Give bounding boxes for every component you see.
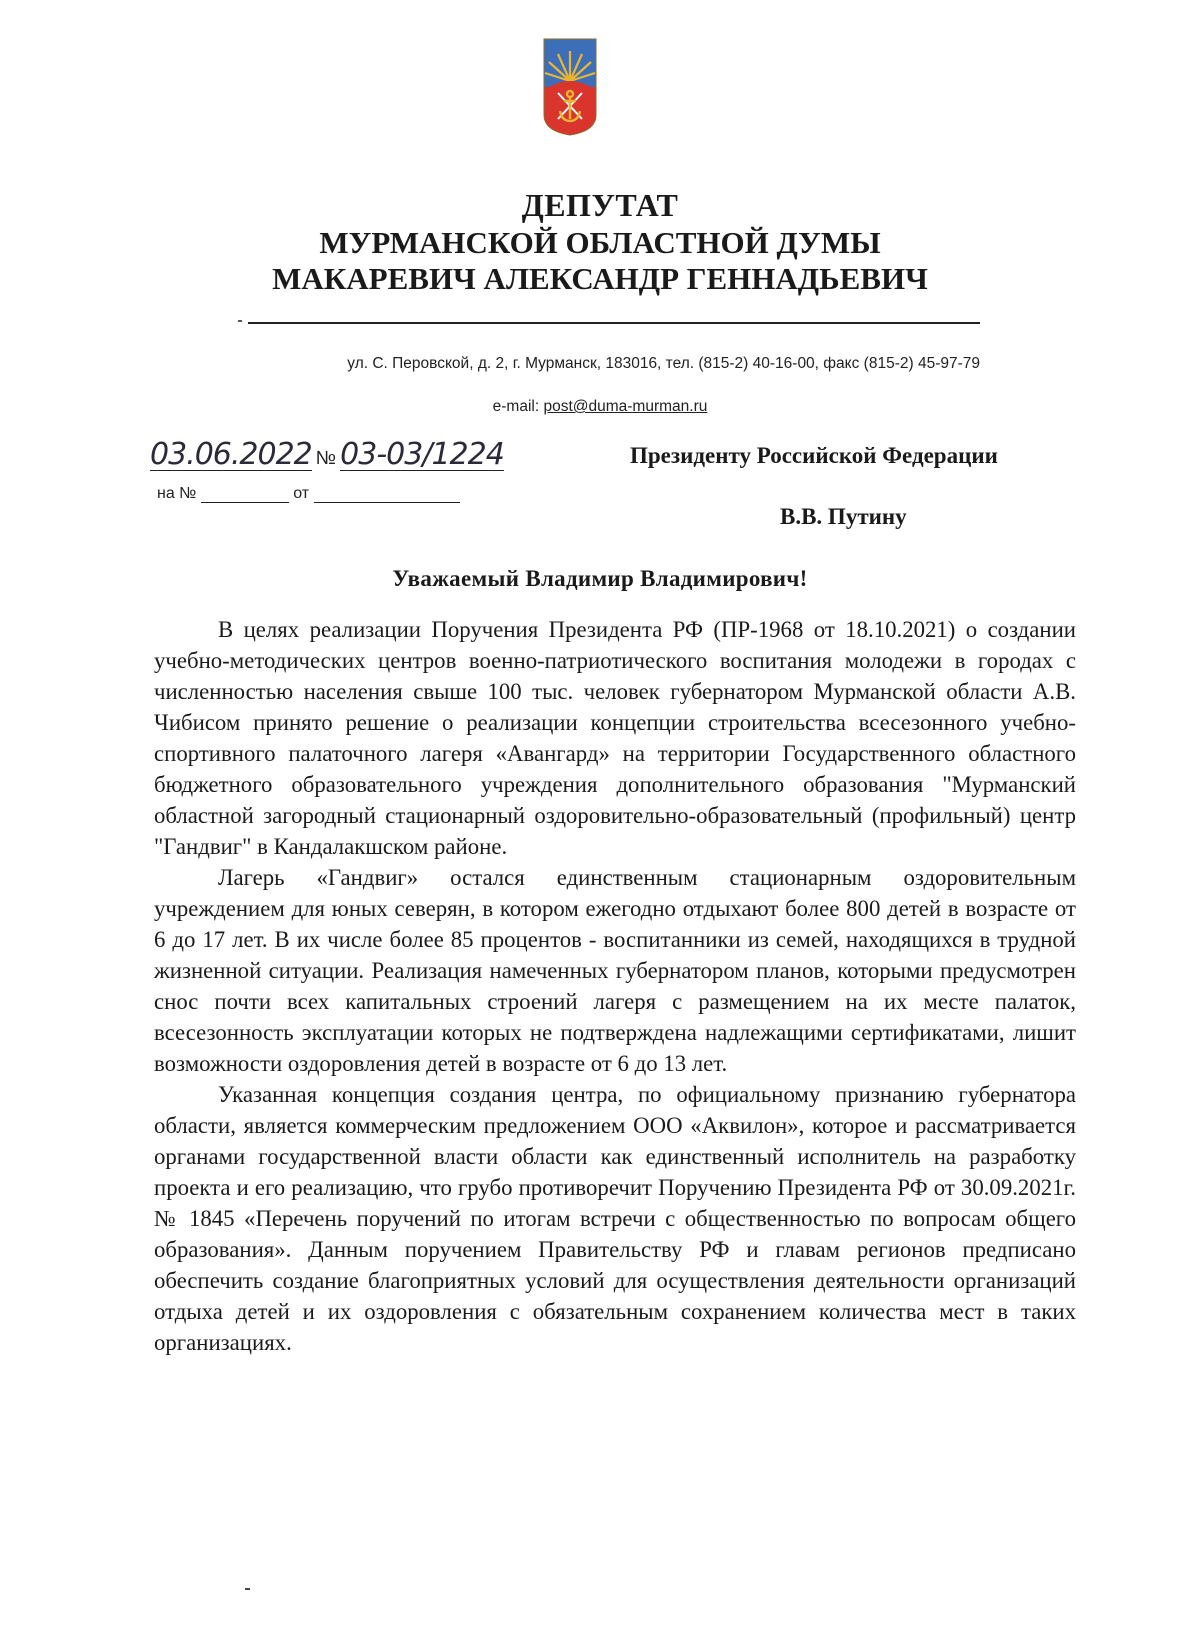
number-sign: № xyxy=(315,448,337,469)
from-label: от xyxy=(293,485,310,502)
title-deputy-name: МАКАРЕВИЧ АЛЕКСАНДР ГЕННАДЬЕВИЧ xyxy=(272,261,928,296)
body-paragraph-2: Лагерь «Гандвиг» остался единственным стационарным оздоровительным учреждением для юных северян, в котором ежегодно отдыхают более 800 детей в возрасте от 6 до 17 лет. В их числе более 85 процентов - воспитанники из семей, находящихся в трудной жизненной ситуации. Реализация намеченных губернатором планов, которыми предусмотрен снос почти всех капитальных строений лагеря с размещением на их месте палаток, всесезонность эксплуатации которых не подтверждена надлежащими сертификатами, лишит возможности оздоровления детей в возрасте от 6 до 13 лет. xyxy=(154,865,1076,1076)
ref-label: на № xyxy=(157,485,197,502)
email-link[interactable]: post@duma-murman.ru xyxy=(543,398,708,415)
addressee-title: Президенту Российской Федерации xyxy=(630,443,998,468)
murmansk-coat-of-arms-icon xyxy=(542,37,598,137)
rule-mark xyxy=(238,320,242,322)
title-deputy: ДЕПУТАТ xyxy=(521,187,679,223)
registration-date: 03.06.2022 xyxy=(150,437,312,472)
addressee-name: В.В. Путину xyxy=(780,504,907,529)
contact-email-line xyxy=(150,398,1050,416)
reference-line xyxy=(157,485,460,503)
ref-number-blank xyxy=(201,488,289,503)
scan-mark xyxy=(245,1588,250,1590)
contact-address: ул. С. Перовской, д. 2, г. Мурманск, 183016, тел. (815-2) 40-16-00, факс (815-2) 45-97-79 xyxy=(347,355,980,372)
title-duma: МУРМАНСКОЙ ОБЛАСТНОЙ ДУМЫ xyxy=(319,225,881,260)
registration-line xyxy=(150,437,504,472)
salutation: Уважаемый Владимир Владимирович! xyxy=(392,566,808,591)
ref-date-blank xyxy=(314,488,460,503)
email-label: e-mail: xyxy=(492,398,544,415)
body-paragraph-3: Указанная концепция создания центра, по официальному признанию губернатора области, является коммерческим предложением ООО «Аквилон», которое и рассматривается органами государственной власти области как единственный исполнитель на разработку проекта и его реализацию, что грубо противоречит Поручению Президента РФ от 30.09.2021г. № 1845 «Перечень поручений по итогам встречи с общественностью по вопросам общего образования». Данным поручением Правительству РФ и главам регионов предписано обеспечить создание благоприятных условий для осуществления деятельности организаций отдыха детей и их оздоровления с обязательным сохранением количества мест в таких организациях. xyxy=(154,1082,1076,1355)
letter-body xyxy=(154,614,1076,1358)
body-paragraph-1: В целях реализации Поручения Президента РФ (ПР-1968 от 18.10.2021) о создании учебно-методических центров военно-патриотического воспитания молодежи в городах с численностью населения свыше 100 тыс. человек губернатором Мурманской области А.В. Чибисом принято решение о реализации концепции строительства всесезонного учебно-спортивного палаточного лагеря «Авангард» на территории Государственного областного бюджетного образовательного учреждения дополнительного образования "Мурманский областной загородный стационарный оздоровительно-образовательный (профильный) центр "Гандвиг" в Кандалакшском районе. xyxy=(154,617,1076,859)
registration-number: 03-03/1224 xyxy=(340,437,504,472)
header-divider xyxy=(248,322,980,324)
